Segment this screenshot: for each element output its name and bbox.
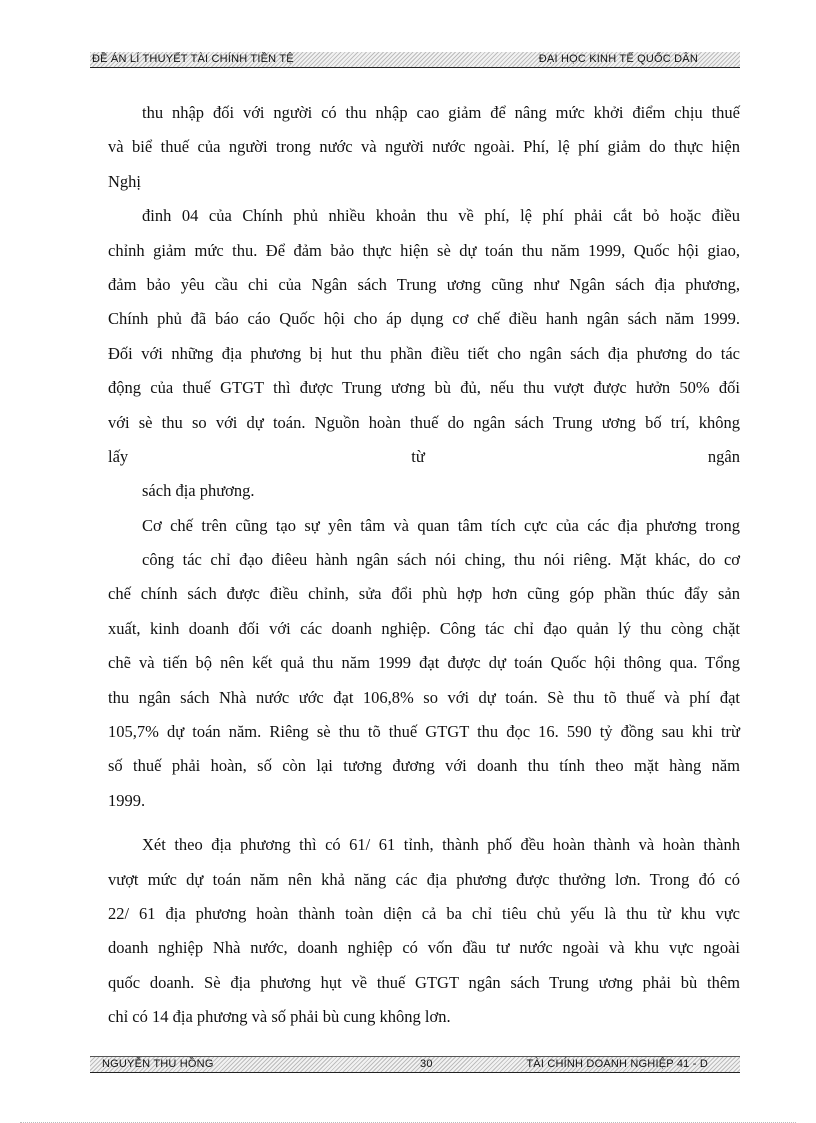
- body-line: Chính phủ đã báo cáo Quốc hội cho áp dụng cơ chế điều hanh ngân sách năm 1999.: [108, 309, 740, 329]
- body-line: 22/ 61 địa phương hoàn thành toàn diện cả ba chỉ tiêu chủ yếu là thu từ khu vực: [108, 903, 740, 923]
- body-line: đinh 04 của Chính phủ nhiều khoản thu về phí, lệ phí phải cắt bỏ hoặc điều: [142, 206, 740, 226]
- page-footer: [90, 1056, 740, 1073]
- body-line: Cơ chế trên cũng tạo sự yên tâm và quan tâm tích cực của các địa phương trong: [142, 515, 740, 535]
- body-line: vượt mức dự toán năm nên khả năng các địa phương được thưởng lơn. Trong đó có: [108, 869, 740, 889]
- body-line: lấy từ ngân: [108, 446, 740, 466]
- body-line: chỉnh giảm mức thu. Để đảm bảo thực hiện sè dự toán thu năm 1999, Quốc hội giao,: [108, 240, 740, 260]
- page-header: [90, 52, 740, 68]
- paragraph-gap: [108, 818, 740, 828]
- body-line: sách địa phương.: [142, 481, 255, 501]
- body-line: Nghị: [108, 171, 141, 191]
- header-document-title: ĐỀ ÁN LÍ THUYẾT TÀI CHÍNH TIỀN TỆ: [92, 53, 294, 65]
- page-number: 30: [420, 1058, 433, 1070]
- body-line: 105,7% dự toán năm. Riêng sè thu tõ thuế GTGT thu đọc 16. 590 tỷ đồng sau khi trừ: [108, 722, 740, 742]
- body-line: Đối với những địa phương bị hut thu phần điều tiết cho ngân sách địa phương do tác: [108, 343, 740, 363]
- header-university: ĐẠI HỌC KINH TẾ QUỐC DÂN: [538, 53, 698, 65]
- body-line: thu nhập đối với người có thu nhập cao giảm để nâng mức khởi điểm chịu thuế: [142, 103, 740, 122]
- footer-class: TÀI CHÍNH DOANH NGHIỆP 41 - D: [526, 1058, 708, 1070]
- body-line: chế chính sách được điều chỉnh, sửa đổi phù hợp hơn cũng góp phần thúc đẩy sản: [108, 584, 740, 604]
- body-line: quốc doanh. Sè địa phương hụt về thuế GTGT ngân sách Trung ương phải bù thêm: [108, 972, 740, 992]
- body-line: động của thuế GTGT thì được Trung ương bù đủ, nếu thu vượt được hưởn 50% đối: [108, 378, 740, 398]
- body-line: doanh nghiệp Nhà nước, doanh nghiệp có vốn đầu tư nước ngoài và khu vực ngoài: [108, 938, 740, 958]
- body-line: và biể thuế của người trong nước và người nước ngoài. Phí, lệ phí giảm do thực hiện: [108, 137, 740, 157]
- footer-author: NGUYỄN THU HỒNG: [102, 1058, 214, 1070]
- body-line: xuất, kinh doanh đối với các doanh nghiệp. Công tác chỉ đạo quản lý thu còng chặt: [108, 618, 740, 638]
- body-line: đảm bảo yêu cầu chi của Ngân sách Trung ương cũng như Ngân sách địa phương,: [108, 274, 740, 294]
- document-body: [108, 96, 740, 1035]
- body-line: số thuế phải hoàn, số còn lại tương đương với doanh thu tính theo mặt hàng năm: [108, 756, 740, 776]
- body-line: thu ngân sách Nhà nước ước đạt 106,8% so với dự toán. Sè thu tõ thuế và phí đạt: [108, 687, 740, 707]
- body-line: chỉ có 14 địa phương và số phải bù cung không lơn.: [108, 1007, 451, 1027]
- body-line: công tác chỉ đạo điêeu hành ngân sách nói ching, thu nói riêng. Mặt khác, do cơ: [142, 550, 740, 570]
- body-line: chẽ và tiến bộ nên kết quả thu năm 1999 đạt được dự toán Quốc hội thông qua. Tổng: [108, 653, 740, 673]
- body-line: với sè thu so với dự toán. Nguồn hoàn thuế do ngân sách Trung ương bố trí, không: [108, 412, 740, 432]
- body-line: Xét theo địa phương thì có 61/ 61 tỉnh, thành phố đều hoàn thành và hoàn thành: [142, 835, 740, 855]
- body-line: 1999.: [108, 790, 146, 810]
